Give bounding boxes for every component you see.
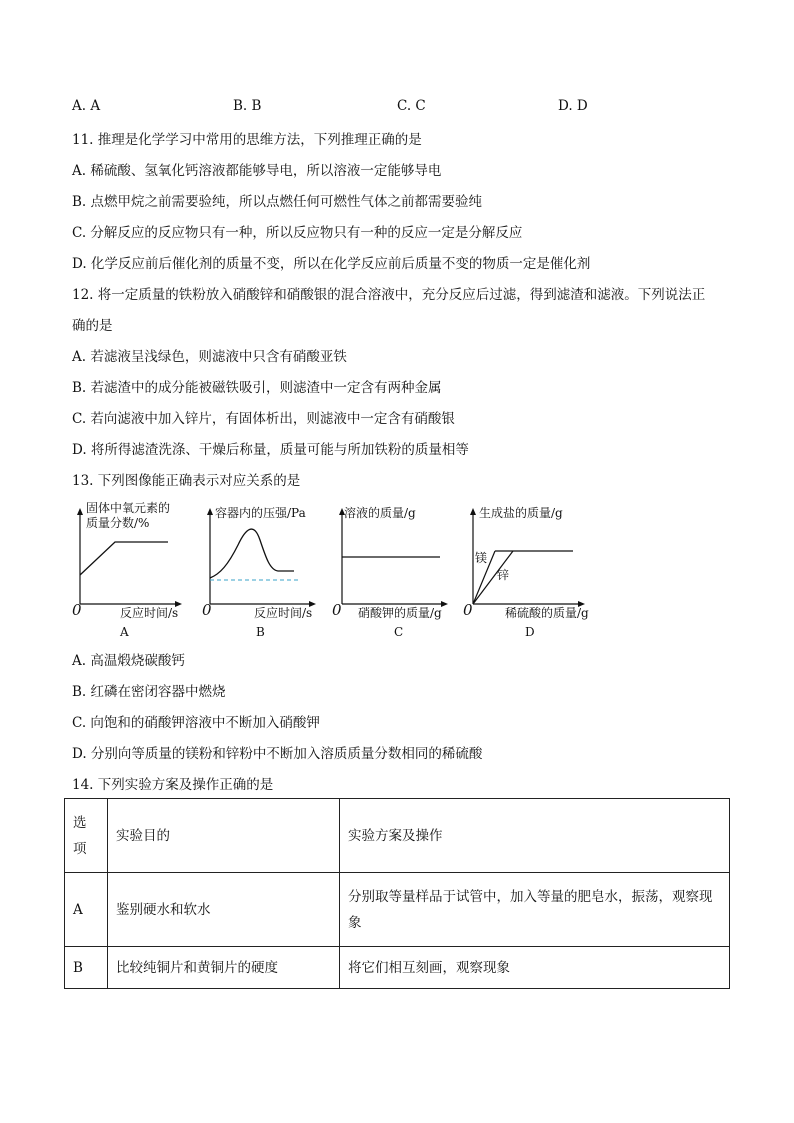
- graph-a-origin: 0: [72, 601, 82, 619]
- graph-b-curve: [210, 529, 294, 578]
- graph-c-ylabel: 溶液的质量/g: [344, 506, 416, 520]
- graph-c-tag: C: [394, 625, 404, 639]
- graph-b-origin: 0: [202, 601, 212, 619]
- graph-b: [200, 500, 320, 644]
- graph-a-curve: [80, 542, 168, 575]
- graph-d-origin: 0: [463, 601, 473, 619]
- graph-c: [332, 500, 452, 644]
- graph-d-xlabel: 稀硫酸的质量/g: [505, 606, 589, 620]
- q13-stem: 13. 下列图像能正确表示对应关系的是: [72, 473, 301, 489]
- q13-option-d: D. 分别向等质量的镁粉和锌粉中不断加入溶质质量分数相同的稀硫酸: [72, 746, 483, 762]
- q14-table: [64, 798, 730, 989]
- header-goal-cell: [108, 799, 340, 873]
- q13-option-a: A. 高温煅烧碳酸钙: [72, 653, 185, 669]
- graph-a: [70, 500, 190, 644]
- graph-a-xlabel: 反应时间/s: [120, 606, 179, 620]
- graph-d-ylabel: 生成盐的质量/g: [479, 506, 563, 520]
- q12-option-d: D. 将所得滤渣洗涤、干燥后称量，质量可能与所加铁粉的质量相等: [72, 442, 469, 458]
- table-row: [65, 947, 730, 989]
- graph-a-y-arrow: [77, 508, 83, 515]
- row-a-goal: 鉴别硬水和软水: [108, 873, 340, 947]
- graph-c-x-arrow: [441, 601, 448, 607]
- header-plan: 实验方案及操作: [348, 827, 443, 844]
- graph-c-svg: [332, 500, 452, 640]
- q11-option-d: D. 化学反应前后催化剂的质量不变，所以在化学反应前后质量不变的物质一定是催化剂: [72, 256, 591, 272]
- header-plan-cell: [340, 799, 730, 873]
- row-b-goal: 比较纯铜片和黄铜片的硬度: [108, 947, 340, 989]
- q11-stem: 11. 推理是化学学习中常用的思维方法，下列推理正确的是: [72, 132, 422, 148]
- graph-c-origin: 0: [332, 601, 342, 619]
- graph-a-ylabel-line2: 质量分数/%: [86, 516, 150, 530]
- graph-a-svg: [70, 500, 190, 640]
- q10-option-a: A. A: [72, 98, 101, 114]
- graph-b-xlabel: 反应时间/s: [254, 606, 313, 620]
- graph-d-tag: D: [525, 625, 535, 639]
- header-option-cell: [65, 799, 108, 873]
- table-header-row: [65, 799, 730, 873]
- graph-d-svg: [463, 500, 603, 640]
- q12-stem-line1: 12. 将一定质量的铁粉放入硝酸锌和硝酸银的混合溶液中，充分反应后过滤，得到滤渣和滤液。下列说法正: [72, 287, 706, 303]
- q11-option-a: A. 稀硫酸、氢氧化钙溶液都能够导电，所以溶液一定能够导电: [72, 163, 442, 179]
- header-option: 选项: [73, 814, 87, 857]
- q11-option-b: B. 点燃甲烷之前需要验纯，所以点燃任何可燃性气体之前都需要验纯: [72, 194, 483, 210]
- header-goal: 实验目的: [116, 827, 170, 844]
- row-b-plan: 将它们相互刻画，观察现象: [340, 947, 730, 989]
- q10-option-b: B. B: [233, 98, 262, 114]
- graph-d-label-mg: 镁: [475, 551, 488, 565]
- q12-option-b: B. 若滤渣中的成分能被磁铁吸引，则滤渣中一定含有两种金属: [72, 380, 442, 396]
- graph-b-svg: [200, 500, 320, 640]
- q10-option-c: C. C: [397, 98, 426, 114]
- q12-stem-line2: 确的是: [72, 318, 113, 334]
- graph-b-y-arrow: [207, 508, 213, 515]
- q14-stem: 14. 下列实验方案及操作正确的是: [72, 777, 274, 793]
- row-a-option: A: [65, 873, 108, 947]
- q12-option-a: A. 若滤液呈浅绿色，则滤液中只含有硝酸亚铁: [72, 349, 347, 365]
- q10-option-d: D. D: [558, 98, 588, 114]
- graph-d: [463, 500, 603, 644]
- q12-option-c: C. 若向滤液中加入锌片，有固体析出，则滤液中一定含有硝酸银: [72, 411, 455, 427]
- q13-option-b: B. 红磷在密闭容器中燃烧: [72, 684, 226, 700]
- graph-c-xlabel: 硝酸钾的质量/g: [358, 606, 442, 620]
- q11-option-c: C. 分解反应的反应物只有一种，所以反应物只有一种的反应一定是分解反应: [72, 225, 523, 241]
- row-a-plan: 分别取等量样品于试管中，加入等量的肥皂水，振荡，观察现象: [340, 873, 730, 947]
- graph-b-ylabel: 容器内的压强/Pa: [215, 506, 306, 520]
- graph-a-tag: A: [120, 625, 129, 639]
- q13-option-c: C. 向饱和的硝酸钾溶液中不断加入硝酸钾: [72, 715, 320, 731]
- row-b-option: B: [65, 947, 108, 989]
- graph-d-label-zn: 锌: [497, 568, 510, 582]
- graph-a-ylabel-line1: 固体中氧元素的: [86, 501, 171, 515]
- table-row: [65, 873, 730, 947]
- graph-b-tag: B: [256, 625, 265, 639]
- graph-d-y-arrow: [470, 508, 476, 515]
